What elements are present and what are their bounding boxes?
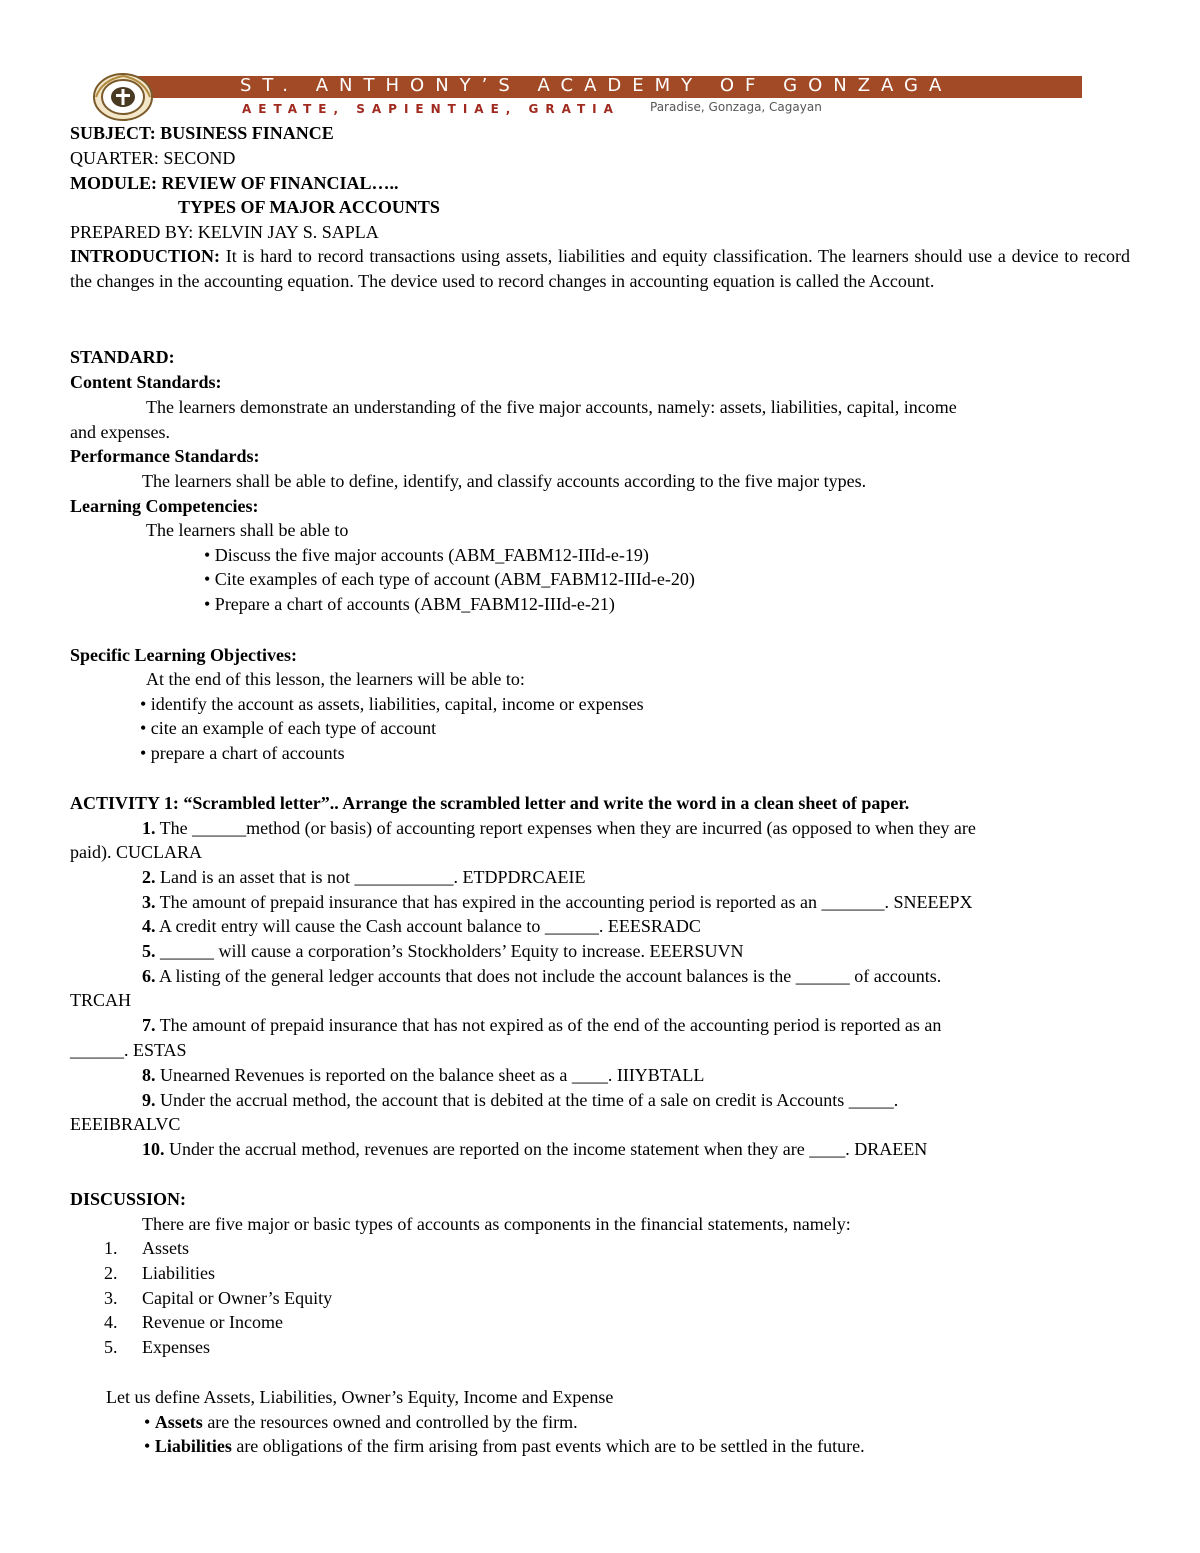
definition-term: Liabilities (154, 1436, 232, 1456)
objective-item: • prepare a chart of accounts (140, 743, 345, 763)
definition-text: are the resources owned and controlled by the firm. (202, 1412, 578, 1432)
activity-item-cont: ______. ESTAS (70, 1040, 187, 1060)
account-type-number: 5. (104, 1337, 118, 1357)
competencies-intro: The learners shall be able to (146, 520, 349, 540)
competency-item: • Discuss the five major accounts (ABM_FABM12-IIId-e-19) (204, 545, 649, 565)
content-standards-text: The learners demonstrate an understanding of the five major accounts, namely: assets, liabilities, capital, income (146, 397, 957, 417)
activity-item (142, 890, 972, 914)
account-type-item: Revenue or Income (142, 1312, 283, 1332)
account-type-item: Liabilities (142, 1263, 215, 1283)
activity-item-cont: TRCAH (70, 990, 132, 1010)
activity-item-number: 5. (142, 941, 156, 961)
definitions-intro: Let us define Assets, Liabilities, Owner’s Equity, Income and Expense (106, 1387, 614, 1407)
activity-item-text: A credit entry will cause the Cash account balance to ______. EEESRADC (155, 916, 701, 936)
definition-term: Assets (154, 1412, 203, 1432)
activity-item-number: 8. (142, 1065, 156, 1085)
school-header-banner (70, 74, 1082, 122)
activity-item (142, 964, 941, 988)
activity-item (142, 1137, 927, 1161)
activity-item (142, 1013, 941, 1037)
activity-heading: ACTIVITY 1: “Scrambled letter”.. Arrange the scrambled letter and write the word in a clean sheet of paper. (70, 793, 910, 813)
objectives-heading: Specific Learning Objectives: (70, 645, 297, 665)
account-type-item: Assets (142, 1238, 190, 1258)
school-seal-icon (92, 72, 154, 122)
module-line: MODULE: REVIEW OF FINANCIAL….. (70, 173, 399, 193)
introduction-label: INTRODUCTION: (70, 246, 221, 266)
activity-item-number: 4. (142, 916, 156, 936)
activity-item (142, 816, 976, 840)
activity-item-text: Land is an asset that is not ___________. ETDPDRCAEIE (155, 867, 586, 887)
definition-item: • Liabilities are obligations of the firm arising from past events which are to be settled in the future. (144, 1436, 865, 1456)
activity-item-text: Under the accrual method, revenues are reported on the income statement when they are ____. DRAEEN (164, 1139, 928, 1159)
introduction-text: It is hard to record transactions using assets, liabilities and equity classification. The learners should use a device to record the changes in the accounting equation. The device used to record changes in accounting equation is called the Account. (70, 246, 1130, 291)
school-motto: AETATE, SAPIENTIAE, GRATIA (242, 102, 620, 116)
activity-item-cont: paid). CUCLARA (70, 842, 202, 862)
subject-line: SUBJECT: BUSINESS FINANCE (70, 123, 334, 143)
activity-item (142, 865, 585, 889)
definition-text: are obligations of the firm arising from past events which are to be settled in the future. (231, 1436, 865, 1456)
account-type-number: 1. (104, 1238, 118, 1258)
content-standards-text-cont: and expenses. (70, 422, 170, 442)
activity-item-number: 1. (142, 818, 156, 838)
learning-competencies-heading: Learning Competencies: (70, 496, 259, 516)
activity-item-text: Unearned Revenues is reported on the balance sheet as a ____. IIIYBTALL (155, 1065, 705, 1085)
activity-item-text: Under the accrual method, the account that is debited at the time of a sale on credit is Accounts _____. (155, 1090, 899, 1110)
competency-item: • Cite examples of each type of account (ABM_FABM12-IIId-e-20) (204, 569, 695, 589)
objective-item: • identify the account as assets, liabilities, capital, income or expenses (140, 694, 644, 714)
account-type-number: 3. (104, 1288, 118, 1308)
performance-standards-heading: Performance Standards: (70, 446, 260, 466)
content-standards-heading: Content Standards: (70, 372, 222, 392)
activity-item-number: 6. (142, 966, 156, 986)
quarter-line: QUARTER: SECOND (70, 148, 236, 168)
school-location: Paradise, Gonzaga, Cagayan (650, 100, 822, 114)
discussion-heading: DISCUSSION: (70, 1189, 187, 1209)
standard-heading: STANDARD: (70, 347, 175, 367)
account-type-number: 2. (104, 1263, 118, 1283)
activity-item-cont: EEEIBRALVC (70, 1114, 181, 1134)
account-type-number: 4. (104, 1312, 118, 1332)
activity-item-number: 7. (142, 1015, 156, 1035)
definition-item: • Assets are the resources owned and controlled by the firm. (144, 1412, 578, 1432)
performance-standards-text: The learners shall be able to define, identify, and classify accounts according to the five major types. (142, 471, 867, 491)
activity-item (142, 939, 744, 963)
objective-item: • cite an example of each type of account (140, 718, 437, 738)
activity-item-number: 10. (142, 1139, 165, 1159)
activity-item-text: The amount of prepaid insurance that has not expired as of the end of the accounting period is reported as an (155, 1015, 942, 1035)
activity-item (142, 914, 701, 938)
discussion-intro: There are five major or basic types of accounts as components in the financial statements, namely: (142, 1214, 851, 1234)
activity-item-text: The amount of prepaid insurance that has expired in the accounting period is reported as an _______. SNEEEPX (155, 892, 973, 912)
objectives-intro: At the end of this lesson, the learners will be able to: (146, 669, 525, 689)
activity-item (142, 1063, 704, 1087)
prepared-by-line: PREPARED BY: KELVIN JAY S. SAPLA (70, 222, 379, 242)
activity-item-text: The ______method (or basis) of accounting report expenses when they are incurred (as opposed to when they are (155, 818, 976, 838)
competency-item: • Prepare a chart of accounts (ABM_FABM12-IIId-e-21) (204, 594, 615, 614)
activity-item-number: 2. (142, 867, 156, 887)
introduction-paragraph (70, 244, 1130, 294)
activity-item-text: A listing of the general ledger accounts that does not include the account balances is the ______ of accounts. (155, 966, 942, 986)
school-name: ST. ANTHONY’S ACADEMY OF GONZAGA (240, 75, 953, 96)
account-type-item: Expenses (142, 1337, 210, 1357)
account-type-item: Capital or Owner’s Equity (142, 1288, 333, 1308)
activity-item-text: ______ will cause a corporation’s Stockholders’ Equity to increase. EEERSUVN (155, 941, 744, 961)
activity-item-number: 9. (142, 1090, 156, 1110)
module-topic: TYPES OF MAJOR ACCOUNTS (178, 197, 440, 217)
activity-item-number: 3. (142, 892, 156, 912)
activity-item (142, 1088, 898, 1112)
